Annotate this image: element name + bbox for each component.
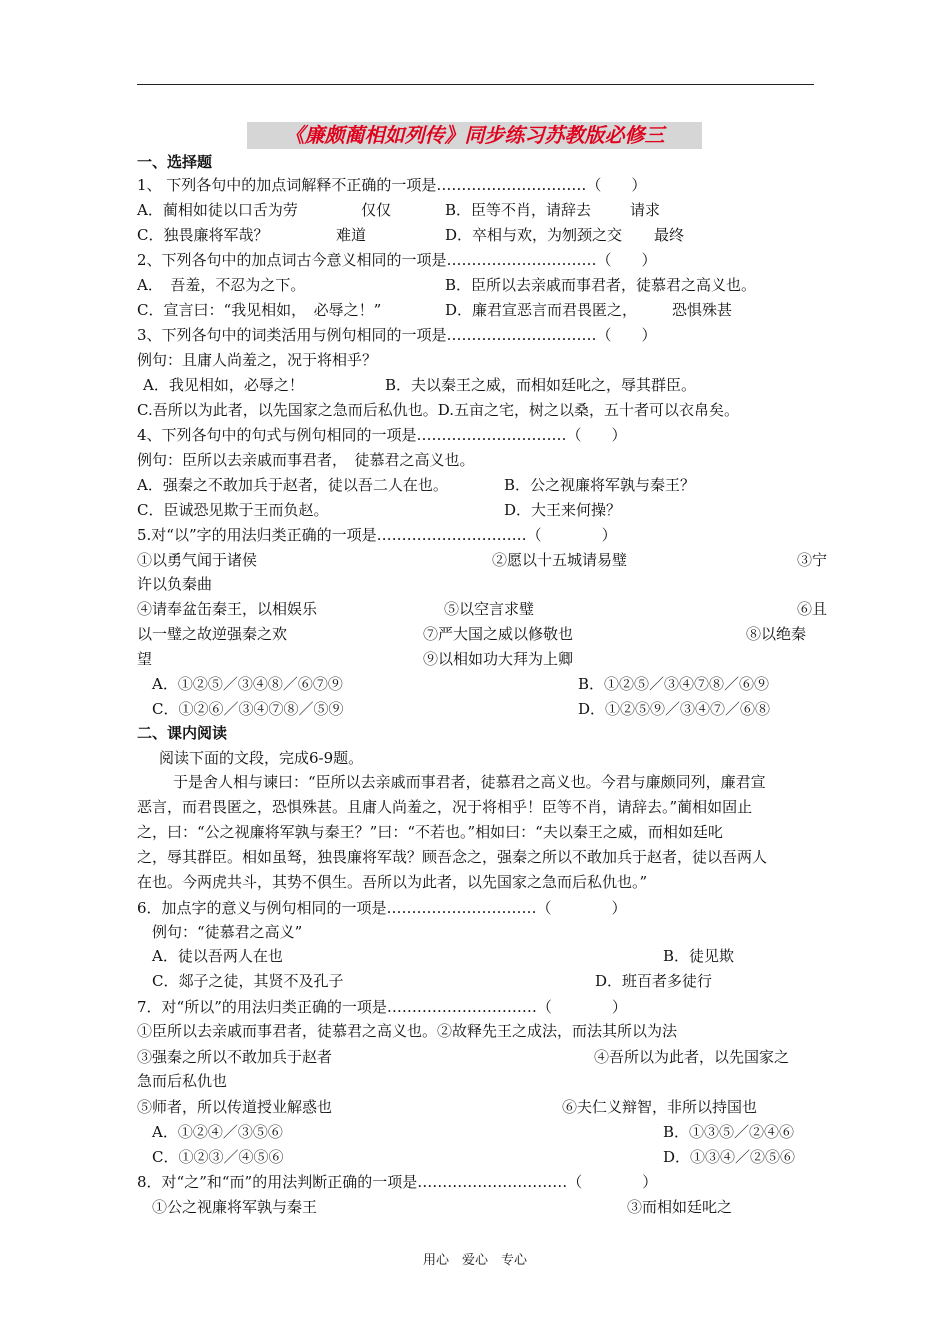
text-line: ①以勇气闻于诸侯: [137, 551, 258, 569]
text-line: 急而后私仇也: [137, 1072, 228, 1090]
text-line: 1、 下列各句中的加点词解释不正确的一项是…………………………（ ）: [137, 176, 647, 194]
document-title: 《廉颇蔺相如列传》同步练习苏教版必修三: [247, 122, 702, 149]
text-line: 例句：“徒慕君之高义”: [152, 923, 303, 941]
text-line: 4、下列各句中的句式与例句相同的一项是…………………………（ ）: [137, 426, 627, 444]
text-line: C．郯子之徒，其贤不及孔子: [152, 972, 344, 990]
text-line: C．宣言曰：“我见相如， 必辱之！”: [137, 301, 382, 319]
text-line: A．蔺相如徒以口舌为劳: [137, 201, 298, 219]
text-line: ③而相如廷叱之: [627, 1198, 733, 1216]
section-heading-reading: 二、课内阅读: [137, 724, 228, 742]
text-line: 最终: [654, 226, 685, 244]
section-heading-choice: 一、选择题: [137, 153, 213, 171]
text-line: B．徒见欺: [663, 947, 735, 965]
text-line: C．独畏廉将军哉？: [137, 226, 269, 244]
text-line: B．夫以秦王之威，而相如廷叱之，辱其群臣。: [385, 376, 697, 394]
text-line: D．①②⑤⑨／③④⑦／⑥⑧: [578, 700, 771, 718]
text-line: C．①②③／④⑤⑥: [152, 1148, 284, 1166]
text-line: 2、下列各句中的加点词古今意义相同的一项是…………………………（ ）: [137, 251, 657, 269]
text-line: D．大王来何操？: [504, 501, 622, 519]
text-line: 许以负秦曲: [137, 575, 213, 593]
text-line: A． 吾羞，不忍为之下。: [137, 276, 306, 294]
text-line: 之，曰：“公之视廉将军孰与秦王？”曰：“不若也。”相如曰：“夫以秦王之威，而相如廷叱: [137, 823, 723, 841]
text-line: 3、下列各句中的词类活用与例句相同的一项是…………………………（ ）: [137, 326, 657, 344]
text-line: 请求: [630, 201, 661, 219]
text-line: A．我见相如，必辱之！: [143, 376, 304, 394]
text-line: ⑤师者，所以传道授业解惑也: [137, 1098, 333, 1116]
text-line: ③强秦之所以不敢加兵于赵者: [137, 1048, 333, 1066]
text-line: ①公之视廉将军孰与秦王: [152, 1198, 318, 1216]
text-line: ⑥且: [797, 600, 828, 618]
text-line: 6．加点字的意义与例句相同的一项是…………………………（ ）: [137, 899, 627, 917]
text-line: 难道: [336, 226, 367, 244]
text-line: D．①③④／②⑤⑥: [663, 1148, 796, 1166]
text-line: C．臣诚恐见欺于王而负赵。: [137, 501, 329, 519]
text-line: D．班百者多徒行: [595, 972, 713, 990]
text-line: ⑦严大国之威以修敬也: [423, 625, 574, 643]
text-line: ⑨以相如功大拜为上卿: [423, 650, 574, 668]
text-line: ⑤以空言求璧: [444, 600, 535, 618]
text-line: ②愿以十五城请易璧: [492, 551, 628, 569]
text-line: ①臣所以去亲戚而事君者，徒慕君之高义也。②故释先王之成法，而法其所以为法: [137, 1022, 678, 1040]
text-line: ⑧以绝秦: [746, 625, 807, 643]
text-line: 在也。今两虎共斗，其势不俱生。吾所以为此者，以先国家之急而后私仇也。”: [137, 873, 648, 891]
text-line: 例句：臣所以去亲戚而事君者， 徒慕君之高义也。: [137, 451, 475, 469]
text-line: A．①②⑤／③④⑧／⑥⑦⑨: [152, 675, 343, 693]
text-line: B．臣等不肖，请辞去: [445, 201, 592, 219]
text-line: A．强秦之不敢加兵于赵者，徒以吾二人在也。: [137, 476, 448, 494]
text-line: 阅读下面的文段，完成6-9题。: [159, 749, 364, 767]
text-line: A．徒以吾两人在也: [152, 947, 283, 965]
text-line: 恶言，而君畏匿之，恐惧殊甚。且庸人尚羞之，况于将相乎！臣等不肖，请辞去。”蔺相如固止: [137, 798, 753, 816]
text-line: 7．对“所以”的用法归类正确的一项是…………………………（ ）: [137, 998, 627, 1016]
text-line: ④请奉盆缶秦王，以相娱乐: [137, 600, 318, 618]
text-line: 以一璧之故逆强秦之欢: [137, 625, 288, 643]
text-line: 之，辱其群臣。相如虽驽，独畏廉将军哉？顾吾念之，强秦之所以不敢加兵于赵者，徒以吾两人: [137, 848, 768, 866]
page-footer: 用心 爱心 专心: [422, 1253, 527, 1268]
text-line: B．臣所以去亲戚而事君者，徒慕君之高义也。: [445, 276, 757, 294]
text-line: 恐惧殊甚: [672, 301, 733, 319]
text-line: D．卒相与欢，为刎颈之交: [445, 226, 623, 244]
text-line: ③宁: [797, 551, 828, 569]
text-line: ⑥夫仁义辩智，非所以持国也: [562, 1098, 758, 1116]
text-line: D．廉君宣恶言而君畏匿之，: [445, 301, 638, 319]
text-line: C.吾所以为此者，以先国家之急而后私仇也。D.五亩之宅，树之以桑，五十者可以衣帛矣。: [137, 401, 739, 419]
text-line: B．①③⑤／②④⑥: [663, 1123, 795, 1141]
text-line: ④吾所以为此者，以先国家之: [594, 1048, 790, 1066]
text-line: 仅仅: [361, 201, 392, 219]
text-line: B．①②⑤／③④⑦⑧／⑥⑨: [578, 675, 770, 693]
top-rule: [137, 84, 814, 85]
text-line: 望: [137, 650, 153, 668]
text-line: B．公之视廉将军孰与秦王？: [504, 476, 696, 494]
text-line: 于是舍人相与谏曰：“臣所以去亲戚而事君者，徒慕君之高义也。今君与廉颇同列，廉君宣: [173, 773, 766, 791]
text-line: C．①②⑥／③④⑦⑧／⑤⑨: [152, 700, 344, 718]
text-line: 例句：且庸人尚羞之，况于将相乎？: [137, 351, 378, 369]
text-line: 8．对“之”和“而”的用法判断正确的一项是…………………………（ ）: [137, 1173, 658, 1191]
text-line: 5.对“以”字的用法归类正确的一项是…………………………（ ）: [137, 526, 617, 544]
text-line: A．①②④／③⑤⑥: [152, 1123, 283, 1141]
